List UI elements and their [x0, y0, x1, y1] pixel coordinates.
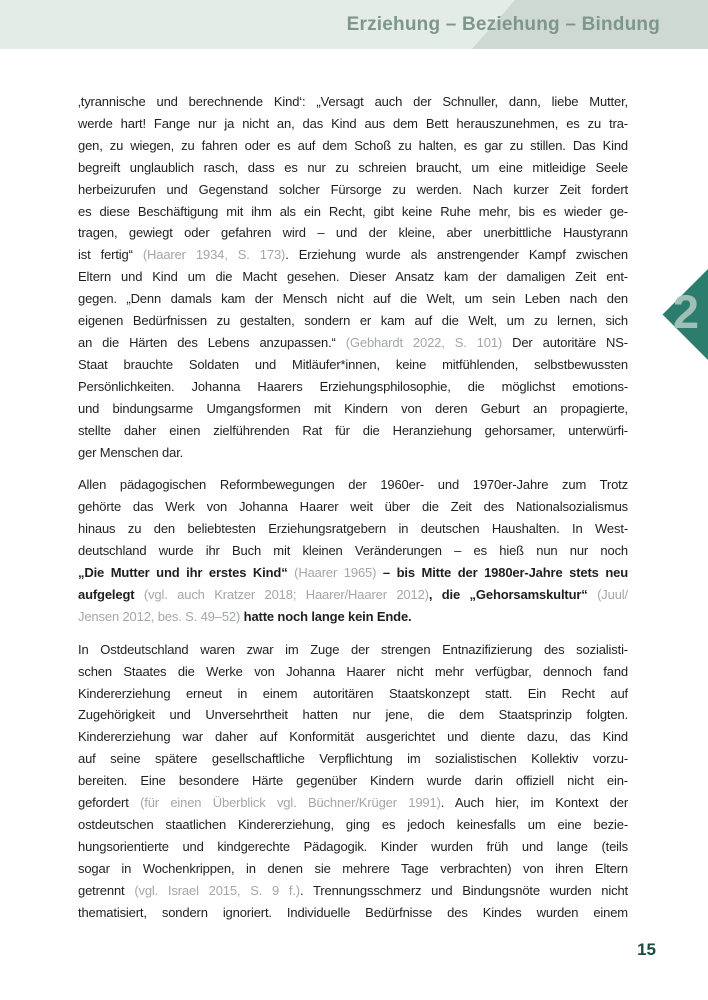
body-text-segment: ger Menschen dar. — [78, 444, 184, 460]
body-text-segment: eigenen Bedürfnissen zu gestalten, sondern er kam auf die Welt, um zu lernen, sich — [78, 313, 628, 329]
body-text-segment: ostdeutschen staatlichen Kindererziehung, ging es jedoch keinesfalls um eine bezie- — [78, 817, 628, 832]
body-text-segment: werde hart! Fange nur ja nicht an, das Kind aus dem Bett herauszunehmen, es zu tra- — [78, 115, 628, 131]
body-text-segment: tragen, gewiegt oder gefahren wird – und der kleine, aber unerbittliche Haustyrann — [78, 225, 628, 241]
paragraph — [78, 91, 628, 463]
body-text-segment: . Erziehung wurde als anstrengender Kampf zwischen — [285, 247, 628, 263]
page-number: 15 — [637, 940, 656, 959]
text-line — [78, 902, 628, 924]
body-text-segment: schen Staates die Werke von Johanna Haarer nicht mehr verfügbar, dennoch fand — [78, 663, 628, 679]
text-line — [78, 91, 628, 113]
body-text-segment: hatte noch lange kein Ende. — [240, 608, 412, 624]
text-line — [78, 880, 628, 902]
text-line — [78, 748, 628, 770]
page-header-band — [0, 0, 708, 49]
text-line — [78, 704, 628, 726]
body-text-segment: es diese Beschäftigung mit ihm als ein Recht, gibt keine Ruhe mehr, bis es wieder ge- — [78, 203, 628, 219]
text-line — [78, 157, 628, 179]
text-line — [78, 354, 628, 376]
text-line — [78, 836, 628, 858]
body-text-segment: . Auch hier, im Kontext der — [440, 795, 628, 811]
body-text-segment: Staat brauchte Soldaten und Mitläufer*innen, keine mitfühlenden, selbstbewussten — [78, 356, 628, 372]
body-text-segment: hungsorientierte und kindgerechte Pädagogik. Kinder wurden früh und lange (teils — [78, 838, 628, 854]
text-line — [78, 639, 628, 661]
body-text-segment: „Die Mutter und ihr erstes Kind“ — [78, 565, 295, 581]
body-text-segment: – bis Mitte der 1980er-Jahre stets neu — [376, 565, 628, 581]
body-text-segment: thematisiert, sondern ignoriert. Individuelle Bedürfnisse des Kindes wurden einem — [78, 904, 628, 920]
text-line — [78, 858, 628, 880]
body-text-segment: hinaus zu den beliebtesten Erziehungsratgebern in deutschen Haushalten. In West- — [78, 521, 628, 537]
text-line — [78, 135, 628, 157]
text-line — [78, 770, 628, 792]
text-line — [78, 661, 628, 683]
body-text-segment: und bindungsarme Umgangsformen mit Kindern von deren Geburt an propagierte, — [78, 400, 628, 416]
citation-reference: (Haarer 1965) — [294, 565, 377, 581]
text-line — [78, 518, 628, 540]
citation-reference: (vgl. Israel 2015, S. 9 f.) — [134, 882, 300, 898]
text-line — [78, 266, 628, 288]
body-text-segment: Kindererziehung war daher auf Konformität ausgerichtet und diente dazu, das Kind — [78, 729, 628, 745]
body-text-segment: deutschland wurde ihr Buch mit kleinen Veränderungen – es hieß nun nur noch — [78, 543, 628, 559]
body-text-segment: gehörte das Werk von Johanna Haarer weit über die Zeit des Nationalsozialismus — [78, 499, 628, 515]
citation-reference: Jensen 2012, bes. S. 49–52) — [78, 608, 241, 624]
text-line — [78, 332, 628, 354]
paragraph — [78, 474, 628, 627]
text-line — [78, 222, 628, 244]
body-text-segment: ‚tyrannische und berechnende Kind‘: „Versagt auch der Schnuller, dann, liebe Mutter, — [78, 94, 628, 109]
body-text-segment: an die Härten des Lebens anzupassen.“ — [78, 334, 346, 350]
citation-reference: (Haarer 1934, S. 173) — [142, 247, 286, 263]
text-line — [78, 288, 628, 310]
text-line — [78, 113, 628, 135]
citation-reference: (für einen Überblick vgl. Büchner/Krüger 1991) — [140, 795, 441, 811]
citation-reference: (Gebhardt 2022, S. 101) — [345, 334, 503, 350]
body-text-segment: aufgelegt — [78, 586, 144, 602]
text-line — [78, 179, 628, 201]
text-line — [78, 376, 628, 398]
body-text-segment: herbeizurufen und Gegenstand solcher Fürsorge zu werden. Nach kurzer Zeit fordert — [78, 181, 628, 197]
citation-reference: (vgl. auch Kratzer 2018; Haarer/Haarer 2012) — [143, 586, 429, 602]
text-line — [78, 442, 628, 464]
text-line — [78, 540, 628, 562]
text-line — [78, 562, 628, 584]
chapter-number: 2 — [672, 285, 700, 338]
body-text-segment: Allen pädagogischen Reformbewegungen der 1960er- und 1970er-Jahre zum Trotz — [78, 477, 628, 493]
body-text-segment: auf seine spätere gesellschaftliche Verpflichtung im sozialistischen Kollektiv vorzu- — [78, 751, 628, 767]
body-text-segment: getrennt — [78, 882, 135, 898]
body-text-segment: ist fertig“ — [78, 247, 143, 263]
body-text-segment: gen, zu wiegen, zu fahren oder es auf dem Schoß zu halten, es gar zu stillen. Das Kind — [78, 137, 628, 153]
body-text-segment: bereiten. Eine besondere Härte gegenüber Kindern wurde darin offiziell nicht ein- — [78, 773, 628, 789]
text-line — [78, 726, 628, 748]
body-text-segment: Der autoritäre NS- — [502, 334, 628, 350]
body-text-segment: Zugehörigkeit und Unversehrtheit hatten nur jene, die dem Staatsprinzip folgten. — [78, 707, 628, 723]
body-text-segment: Eltern und Kind um die Macht gesehen. Dieser Ansatz kam der damaligen Zeit ent- — [78, 269, 628, 285]
text-line — [78, 814, 628, 836]
body-text-segment: , die „Gehorsamskultur“ — [428, 586, 598, 602]
text-line — [78, 310, 628, 332]
body-text-segment: begreift unglaublich rasch, dass es nur zu schreien braucht, um eine mitleidige Seele — [78, 159, 628, 175]
running-header-title: Erziehung – Beziehung – Bindung — [346, 14, 660, 35]
text-line — [78, 606, 628, 628]
body-text-segment: Kindererziehung erneut in einem autoritären Staatskonzept statt. Ein Recht auf — [78, 685, 628, 701]
text-line — [78, 496, 628, 518]
text-line — [78, 398, 628, 420]
text-line — [78, 201, 628, 223]
text-line — [78, 584, 628, 606]
body-text-segment: sogar in Wochenkrippen, in denen sie mehrere Tage verbrachten) von ihren Eltern — [78, 860, 628, 876]
body-text-segment: . Trennungsschmerz und Bindungsnöte wurden nicht — [299, 882, 628, 898]
text-line — [78, 474, 628, 496]
body-text-segment: In Ostdeutschland waren zwar im Zuge der strengen Entnazifizierung des sozialisti- — [78, 641, 628, 657]
paragraph — [78, 639, 628, 924]
body-text-segment: gefordert — [78, 795, 141, 811]
body-text-segment: stellte daher einen zielführenden Rat für die Heranziehung gehorsamer, unterwürfi- — [78, 422, 628, 438]
text-line — [78, 244, 628, 266]
page-body-text — [78, 91, 628, 935]
text-line — [78, 683, 628, 705]
body-text-segment: Persönlichkeiten. Johanna Haarers Erziehungsphilosophie, die möglichst emotions- — [78, 378, 628, 394]
text-line — [78, 420, 628, 442]
citation-reference: (Juul/ — [597, 586, 628, 602]
body-text-segment: gegen. „Denn damals kam der Mensch nicht auf die Welt, um sein Leben nach den — [78, 291, 628, 307]
text-line — [78, 792, 628, 814]
